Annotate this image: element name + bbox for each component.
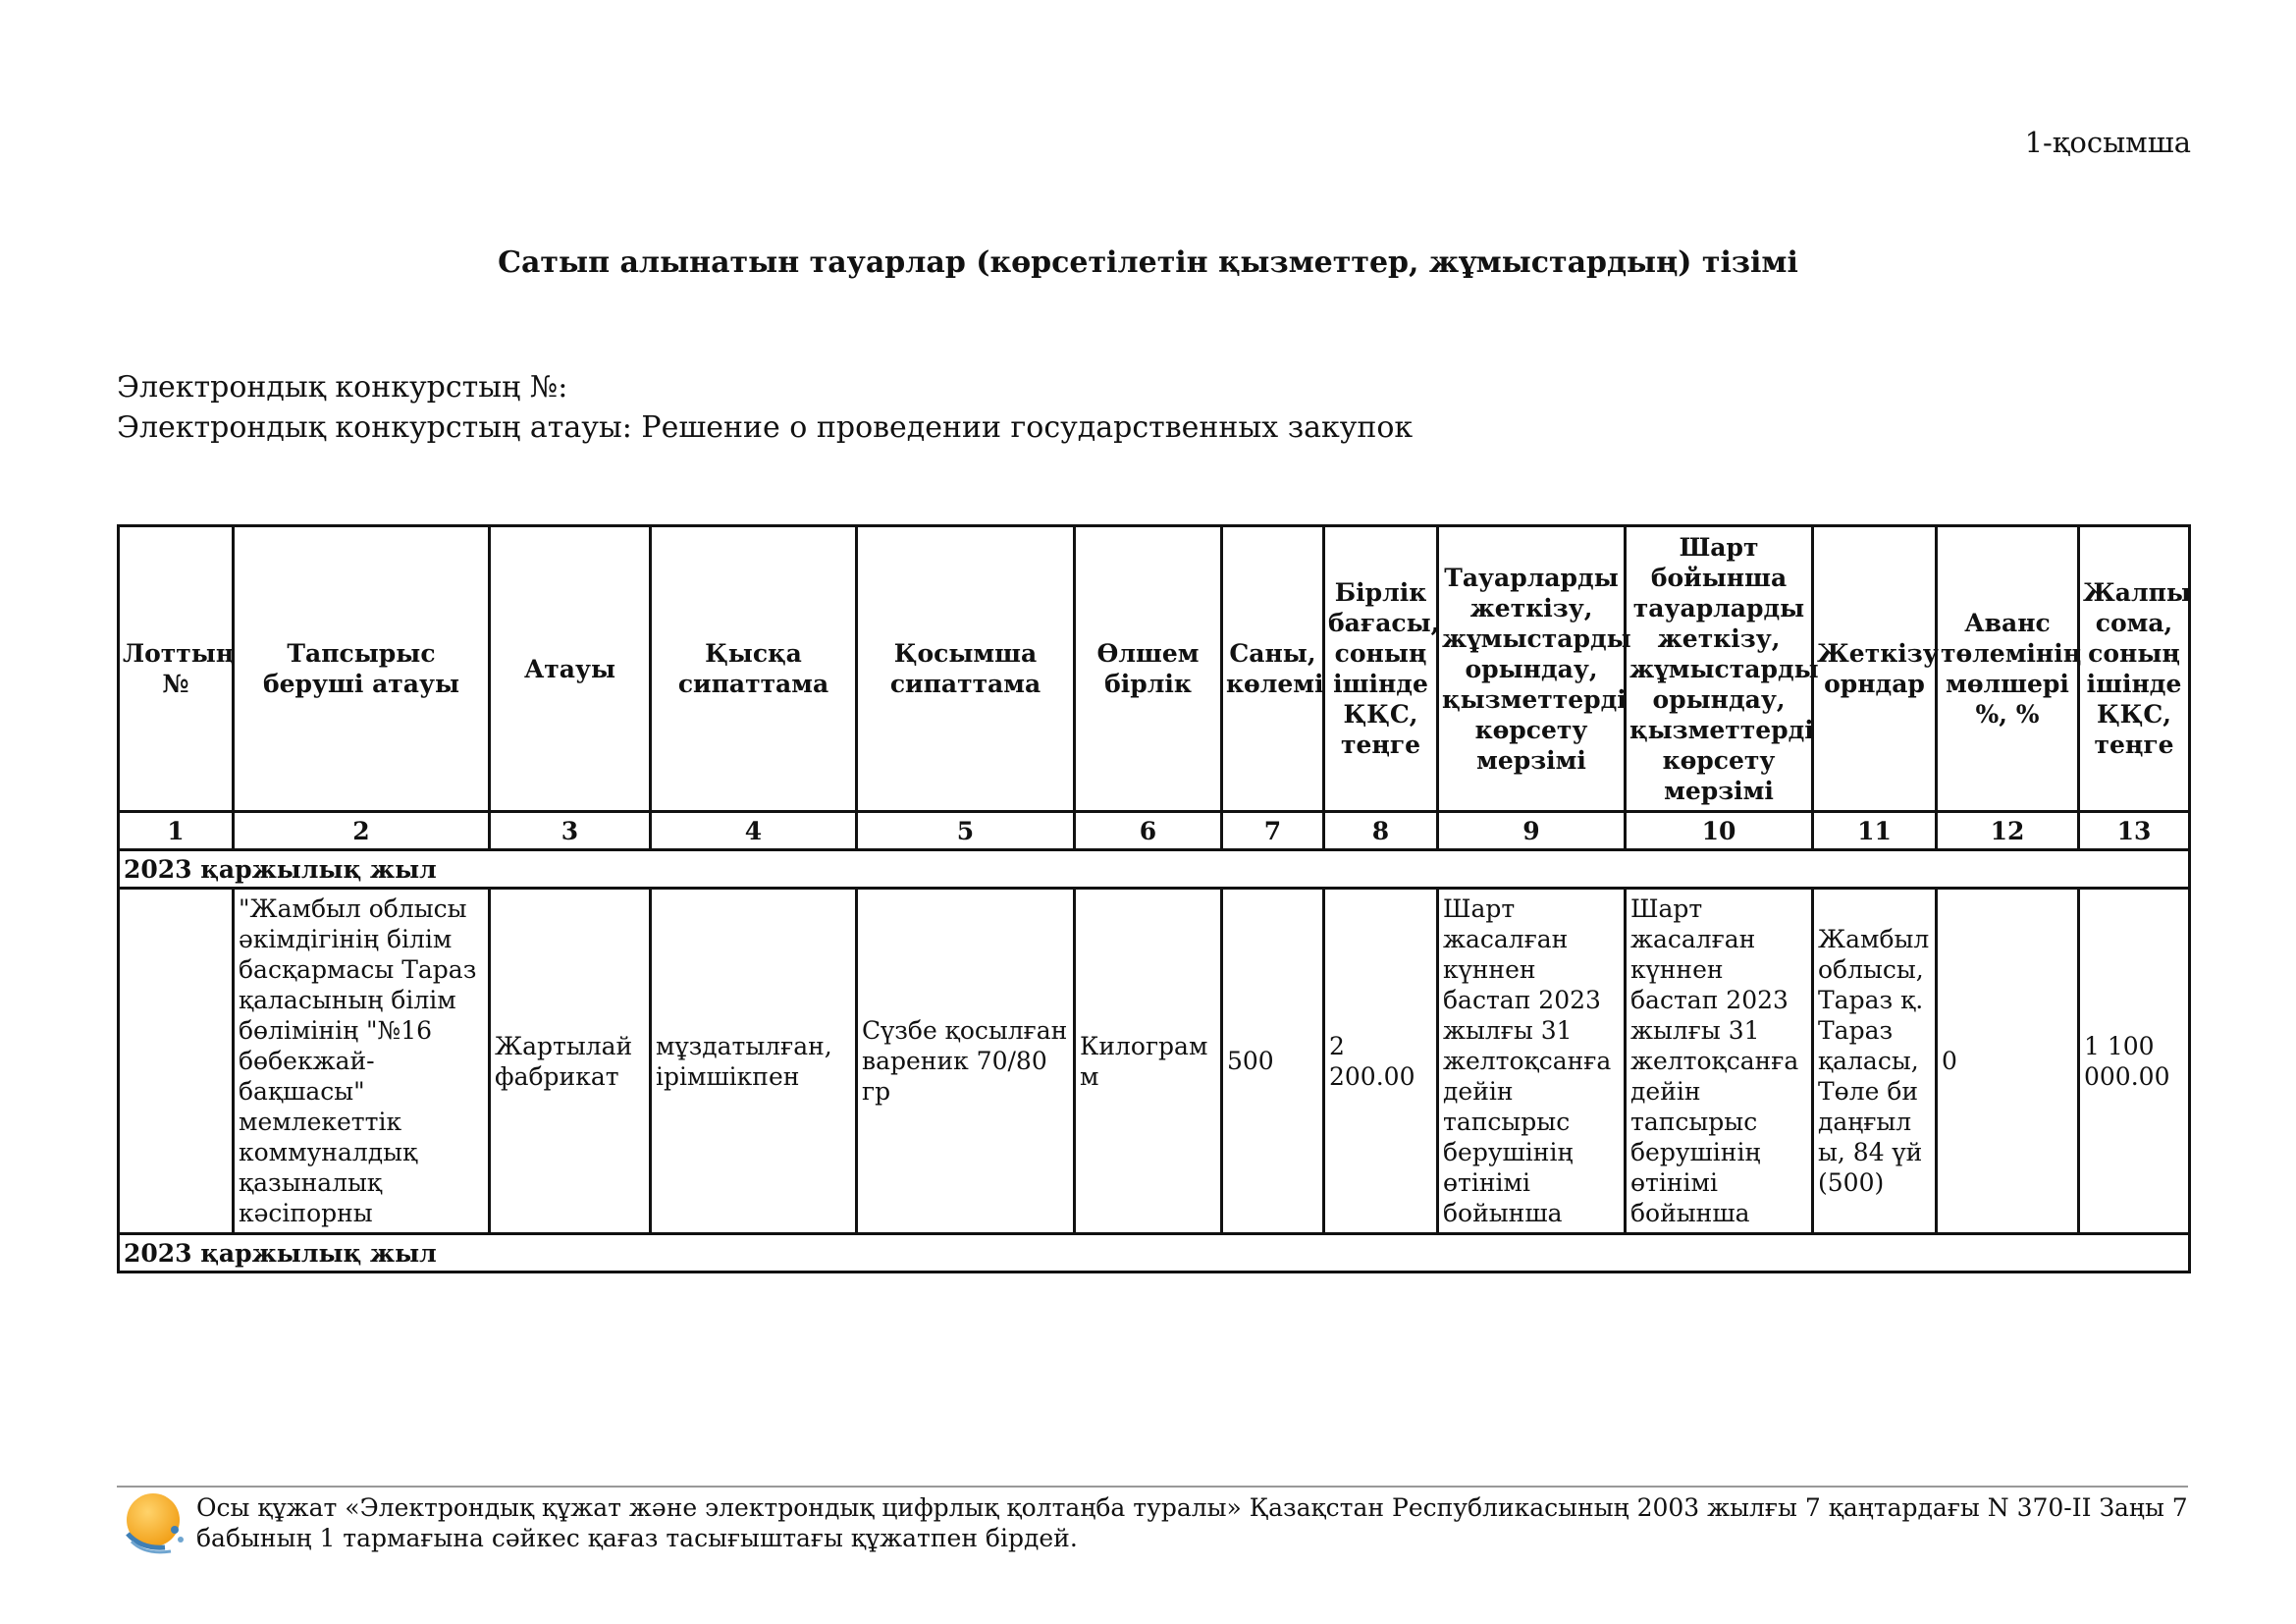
header-short-description: Қысқа сипаттама	[651, 526, 857, 812]
header-row	[119, 526, 2190, 812]
column-number-row	[119, 812, 2190, 850]
header-customer: Тапсырыс беруші атауы	[234, 526, 490, 812]
column-number: 7	[1222, 812, 1324, 850]
header-delivery-place: Жеткізу орндар	[1813, 526, 1937, 812]
fiscal-year-label: 2023 қаржылық жыл	[119, 1234, 2190, 1272]
cell-delivery-place: Жамбыл облысы, Тараз қ. Тараз қаласы, Төле би даңғылы, 84 үй (500)	[1813, 889, 1937, 1234]
cell-short-description: мұздатылған, ірімшікпен	[651, 889, 857, 1234]
column-number: 13	[2079, 812, 2190, 850]
header-lot-number: Лоттың №	[119, 526, 234, 812]
fiscal-year-label: 2023 қаржылық жыл	[119, 850, 2190, 889]
cell-additional-description: Сүзбе қосылған вареник 70/80 гр	[857, 889, 1075, 1234]
tender-number: Электрондық конкурстың №:	[117, 370, 568, 405]
column-number: 9	[1438, 812, 1626, 850]
annex-label: 1-қосымша	[2024, 126, 2191, 159]
header-quantity: Саны, көлемі	[1222, 526, 1324, 812]
column-number: 4	[651, 812, 857, 850]
column-number: 12	[1937, 812, 2079, 850]
tender-name: Электрондық конкурстың атауы: Решение о проведении государственных закупок	[117, 410, 1414, 445]
document-title: Сатып алынатын тауарлар (көрсетілетін қызметтер, жұмыстардың) тізімі	[498, 245, 1798, 280]
cell-total-amount: 1 100 000.00	[2079, 889, 2190, 1234]
column-number: 5	[857, 812, 1075, 850]
header-name: Атауы	[490, 526, 651, 812]
cell-name: Жартылай фабрикат	[490, 889, 651, 1234]
footer-legal-note: Осы құжат «Электрондық құжат және электрондық цифрлық қолтаңба туралы» Қазақстан Республикасының 2003 жылғы 7 қаңтардағы N 370-II Заңы 7 бабының 1 тармағына сәйкес қағаз тасығыштағы құжатпен бірдей.	[196, 1493, 2188, 1552]
header-contract-delivery-term: Шарт бойынша тауарларды жеткізу, жұмыстарды орындау, қызметтерді көрсету мерзімі	[1626, 526, 1813, 812]
header-delivery-term: Тауарларды жеткізу, жұмыстарды орындау, қызметтерді көрсету мерзімі	[1438, 526, 1626, 812]
cell-unit: Килограмм	[1075, 889, 1222, 1234]
tender-meta	[117, 367, 1413, 448]
fiscal-year-row	[119, 850, 2190, 889]
footer-divider	[117, 1486, 2188, 1488]
column-number: 1	[119, 812, 234, 850]
cell-contract-delivery-term: Шарт жасалған күннен бастап 2023 жылғы 31 желтоқсанға дейін тапсырыс берушінің өтінімі бойынша	[1626, 889, 1813, 1234]
header-total-amount: Жалпы сома, соның ішінде ҚҚС, теңге	[2079, 526, 2190, 812]
cell-customer: "Жамбыл облысы әкімдігінің білім басқармасы Тараз қаласының білім бөлімінің "№16 бөбекжай-бақшасы" мемлекеттік коммуналдық қазыналық кәсіпорны	[234, 889, 490, 1234]
cell-quantity: 500	[1222, 889, 1324, 1234]
column-number: 3	[490, 812, 651, 850]
column-number: 8	[1324, 812, 1438, 850]
column-number: 2	[234, 812, 490, 850]
e-signature-seal-icon	[122, 1490, 188, 1557]
column-number: 11	[1813, 812, 1937, 850]
cell-unit-price: 2 200.00	[1324, 889, 1438, 1234]
table-row	[119, 889, 2190, 1234]
fiscal-year-row	[119, 1234, 2190, 1272]
column-number: 6	[1075, 812, 1222, 850]
header-advance-percent: Аванс төлемінің мөлшері %, %	[1937, 526, 2079, 812]
header-unit-price: Бірлік бағасы, соның ішінде ҚҚС, теңге	[1324, 526, 1438, 812]
header-unit: Өлшем бірлік	[1075, 526, 1222, 812]
cell-delivery-term: Шарт жасалған күннен бастап 2023 жылғы 31 желтоқсанға дейін тапсырыс берушінің өтінімі бойынша	[1438, 889, 1626, 1234]
procurement-table	[117, 524, 2191, 1273]
cell-advance-percent: 0	[1937, 889, 2079, 1234]
cell-lot-number	[119, 889, 234, 1234]
column-number: 10	[1626, 812, 1813, 850]
header-additional-description: Қосымша сипаттама	[857, 526, 1075, 812]
